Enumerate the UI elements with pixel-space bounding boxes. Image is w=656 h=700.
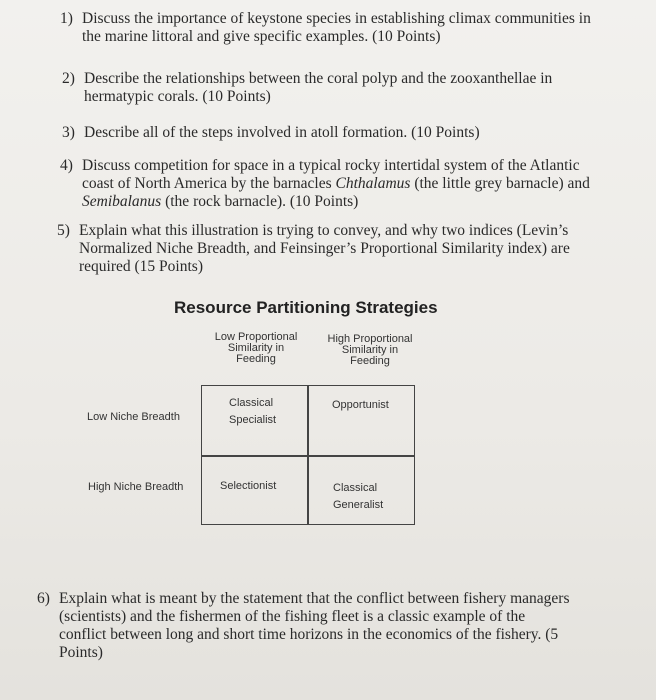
figure-title: Resource Partitioning Strategies <box>174 298 438 317</box>
question-number: 1) <box>60 10 73 27</box>
column-header-line: Feeding <box>236 353 276 365</box>
question-number: 5) <box>57 222 70 239</box>
row-label-low-niche: Low Niche Breadth <box>87 411 180 423</box>
cell-classical-generalist <box>333 480 383 514</box>
column-header-line: Similarity in <box>341 344 399 356</box>
question-text-span: (the rock barnacle). (10 Points) <box>161 193 359 210</box>
question-text-line: Explain what is meant by the statement that the conflict between fishery managers <box>59 590 570 607</box>
cell-selectionist <box>220 478 276 495</box>
column-header-line: Feeding <box>350 355 390 367</box>
species-name: Semibalanus <box>82 193 162 210</box>
column-header-line: Similarity in <box>227 342 285 354</box>
question-text-line: Discuss competition for space in a typical rocky intertidal system of the Atlantic <box>82 157 580 174</box>
question-text-line: Discuss the importance of keystone species in establishing climax communities in <box>82 10 591 27</box>
question-number: 4) <box>60 157 73 174</box>
question-text-line: conflict between long and short time horizons in the economics of the fishery. (5 <box>59 626 559 643</box>
cell-text: Generalist <box>333 499 384 511</box>
cell-opportunist <box>332 397 389 414</box>
question-number: 2) <box>62 70 75 87</box>
row-label-high-niche: High Niche Breadth <box>88 481 184 493</box>
question-number: 3) <box>62 124 75 141</box>
question-text-span: (the little grey barnacle) and <box>410 175 590 192</box>
question-text-line: the marine littoral and give specific examples. (10 Points) <box>82 28 441 45</box>
question-text-line: (scientists) and the fishermen of the fishing fleet is a classic example of the <box>59 608 526 625</box>
question-text-span: coast of North America by the barnacles <box>82 175 336 192</box>
cell-text: Opportunist <box>332 399 389 411</box>
species-name: Chthalamus <box>335 175 411 192</box>
column-header-low <box>206 332 306 365</box>
question-number: 6) <box>37 590 50 607</box>
grid-divider <box>202 455 414 457</box>
question-text-line: Explain what this illustration is trying to convey, and why two indices (Levin’s <box>79 222 569 239</box>
question-text-line: required (15 Points) <box>79 258 203 275</box>
question-text-line: Normalized Niche Breadth, and Feinsinger’s Proportional Similarity index) are <box>79 240 570 257</box>
column-header-line: Low Proportional <box>214 331 298 343</box>
cell-text: Classical <box>333 482 378 494</box>
cell-text: Selectionist <box>220 480 277 492</box>
question-text-line: Describe the relationships between the coral polyp and the zooxanthellae in <box>84 70 553 87</box>
column-header-high <box>315 334 425 367</box>
question-text-line: Describe all of the steps involved in atoll formation. (10 Points) <box>84 124 480 141</box>
column-header-line: High Proportional <box>327 333 413 345</box>
cell-classical-specialist <box>229 395 276 429</box>
cell-text: Specialist <box>229 414 277 426</box>
question-text-line: hermatypic corals. (10 Points) <box>84 88 271 105</box>
question-text-line: Points) <box>59 644 103 661</box>
cell-text: Classical <box>229 397 274 409</box>
question-text-line <box>82 175 590 193</box>
question-text-line <box>82 193 590 211</box>
